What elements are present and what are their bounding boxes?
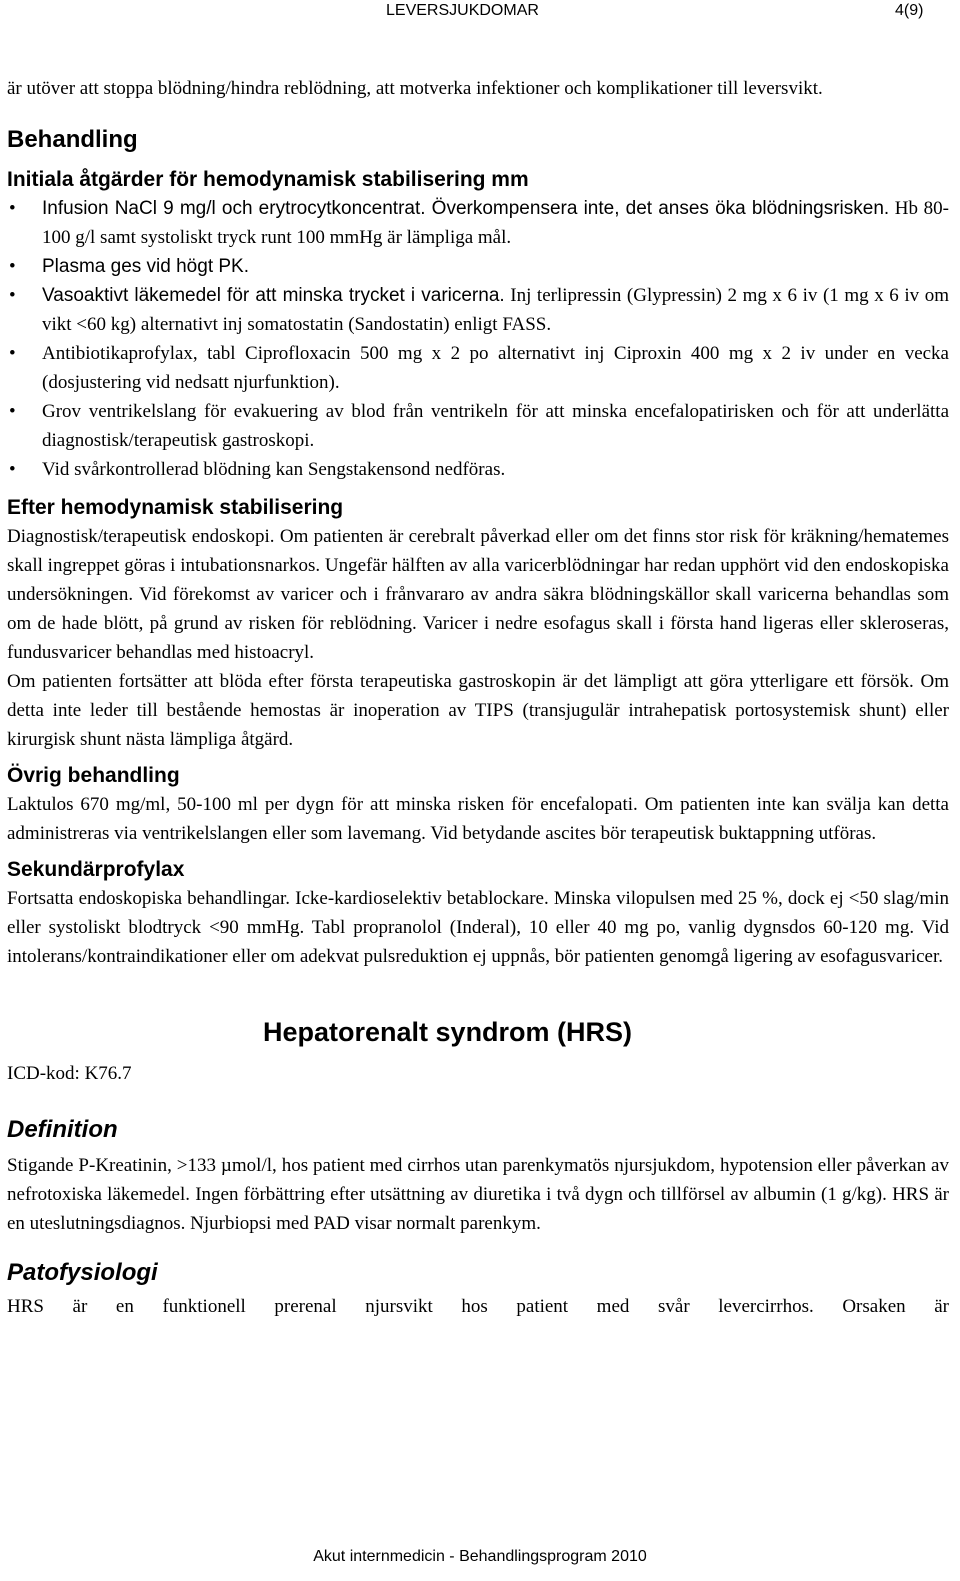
intro-paragraph: är utöver att stoppa blödning/hindra reblödning, att motverka infektioner och komplikationer till leversvikt. (7, 78, 823, 99)
list-item-text-sans: Plasma ges vid högt PK. (42, 256, 249, 277)
list-item (7, 455, 949, 484)
list-item (7, 339, 949, 397)
bullet-icon: • (9, 256, 16, 277)
list-item-text: Grov ventrikelslang för evakuering av blod från ventrikeln för att minska encefalopatirisken och för att underlätta diagnostisk/terapeutisk gastroskopi. (42, 401, 949, 451)
list-item (7, 252, 949, 281)
list-item (7, 281, 949, 339)
heading-sekundarprofylax: Sekundärprofylax (7, 858, 185, 881)
list-item-text: Hb 80-100 g/l samt systoliskt tryck runt 100 mmHg är lämpliga mål. (42, 198, 949, 248)
paragraph-definition: Stigande P-Kreatinin, >133 µmol/l, hos patient med cirrhos utan parenkymatös njursjukdom, hypotension eller påverkan av nefrotoxiska läkemedel. Ingen förbättring efter utsättning av diuretika i två dygn och tillförsel av albumin (1 g/kg). HRS är en uteslutningsdiagnos. Njurbiopsi med PAD visar normalt parenkym. (7, 1155, 949, 1234)
treatment-list (7, 194, 949, 484)
running-header-title: LEVERSJUKDOMAR (386, 2, 539, 19)
heading-patofysiologi: Patofysiologi (7, 1259, 158, 1286)
list-item-text: Inj terlipressin (Glypressin) 2 mg x 6 iv (1 mg x 6 iv om vikt <60 kg) alternativt inj somatostatin (Sandostatin) enligt FASS. (42, 285, 949, 335)
heading-definition: Definition (7, 1116, 118, 1143)
list-item-text-sans: Infusion NaCl 9 mg/l och erytrocytkoncentrat. Överkompensera inte, det anses öka blödningsrisken. (42, 198, 890, 219)
paragraph-endoskopi: Diagnostisk/terapeutisk endoskopi. Om patienten är cerebralt påverkad eller om det finns stor risk för kräkning/hematemes skall ingreppet göras i intubationsnarkos. Ungefär hälften av alla varicerblödningar har redan upphört vid den endoskopiska undersökningen. Vid förekomst av varicer och i frånvararo av andra säkra blödningskällor skall varicerna behandlas som om de hade blött, på grund av risken för reblödning. Varicer i nedre esofagus skall i första hand ligeras eller skleroseras, fundusvaricer behandlas med histoacryl. (7, 526, 949, 663)
list-item-text: Vid svårkontrollerad blödning kan Sengstakensond nedföras. (42, 459, 506, 480)
bullet-icon: • (9, 343, 16, 364)
paragraph-ovrig-behandling: Laktulos 670 mg/ml, 50-100 ml per dygn för att minska risken för encefalopati. Om patienten inte kan svälja kan detta administreras via ventrikelslangen eller som lavemang. Vid betydande ascites bör terapeutisk buktappning utföras. (7, 794, 949, 844)
icd-code: ICD-kod: K76.7 (7, 1063, 132, 1084)
bullet-icon: • (9, 401, 16, 422)
list-item-text-sans: Vasoaktivt läkemedel för att minska trycket i varicerna. (42, 285, 505, 306)
page-content (7, 74, 949, 1321)
heading-behandling: Behandling (7, 126, 138, 153)
list-item-text: Antibiotikaprofylax, tabl Ciprofloxacin 500 mg x 2 po alternativt inj Ciproxin 400 mg x 2 iv under en vecka (dosjustering vid nedsatt njurfunktion). (42, 343, 949, 393)
subheading-initiala-atgarder: Initiala åtgärder för hemodynamisk stabilisering mm (7, 168, 529, 191)
page-number: 4(9) (895, 2, 924, 19)
section-title-hrs: Hepatorenalt syndrom (HRS) (263, 1017, 633, 1047)
bullet-icon: • (9, 285, 16, 306)
page-footer: Akut internmedicin - Behandlingsprogram 2010 (313, 1548, 647, 1565)
bullet-icon: • (9, 198, 16, 219)
heading-efter-stabilisering: Efter hemodynamisk stabilisering (7, 496, 344, 519)
list-item (7, 397, 949, 455)
heading-ovrig-behandling: Övrig behandling (7, 764, 180, 787)
paragraph-patofysiologi: HRS är en funktionell prerenal njursvikt hos patient med svår levercirrhos. Orsaken är (7, 1296, 949, 1317)
hrs-title-block (7, 1011, 949, 1103)
list-item (7, 194, 949, 252)
paragraph-sekundarprofylax: Fortsatta endoskopiska behandlingar. Icke-kardioselektiv betablockare. Minska vilopulsen med 25 %, dock ej <50 slag/min eller systoliskt blodtryck <90 mmHg. Tabl propranolol (Inderal), 10 eller 40 mg po, vanlig dygnsdos 60-120 mg. Vid intolerans/kontraindikationer eller om adekvat pulsreduktion ej uppnås, bör patienten genomgå ligering av esofagusvaricer. (7, 888, 949, 967)
paragraph-fortsatt-blodning: Om patienten fortsätter att blöda efter första terapeutiska gastroskopin är det lämpligt att göra ytterligare ett försök. Om detta inte leder till bestående hemostas är inoperation av TIPS (transjugulär intrahepatisk portosystemisk shunt) eller kirurgisk shunt nästa lämpliga åtgärd. (7, 671, 949, 750)
bullet-icon: • (9, 459, 16, 480)
